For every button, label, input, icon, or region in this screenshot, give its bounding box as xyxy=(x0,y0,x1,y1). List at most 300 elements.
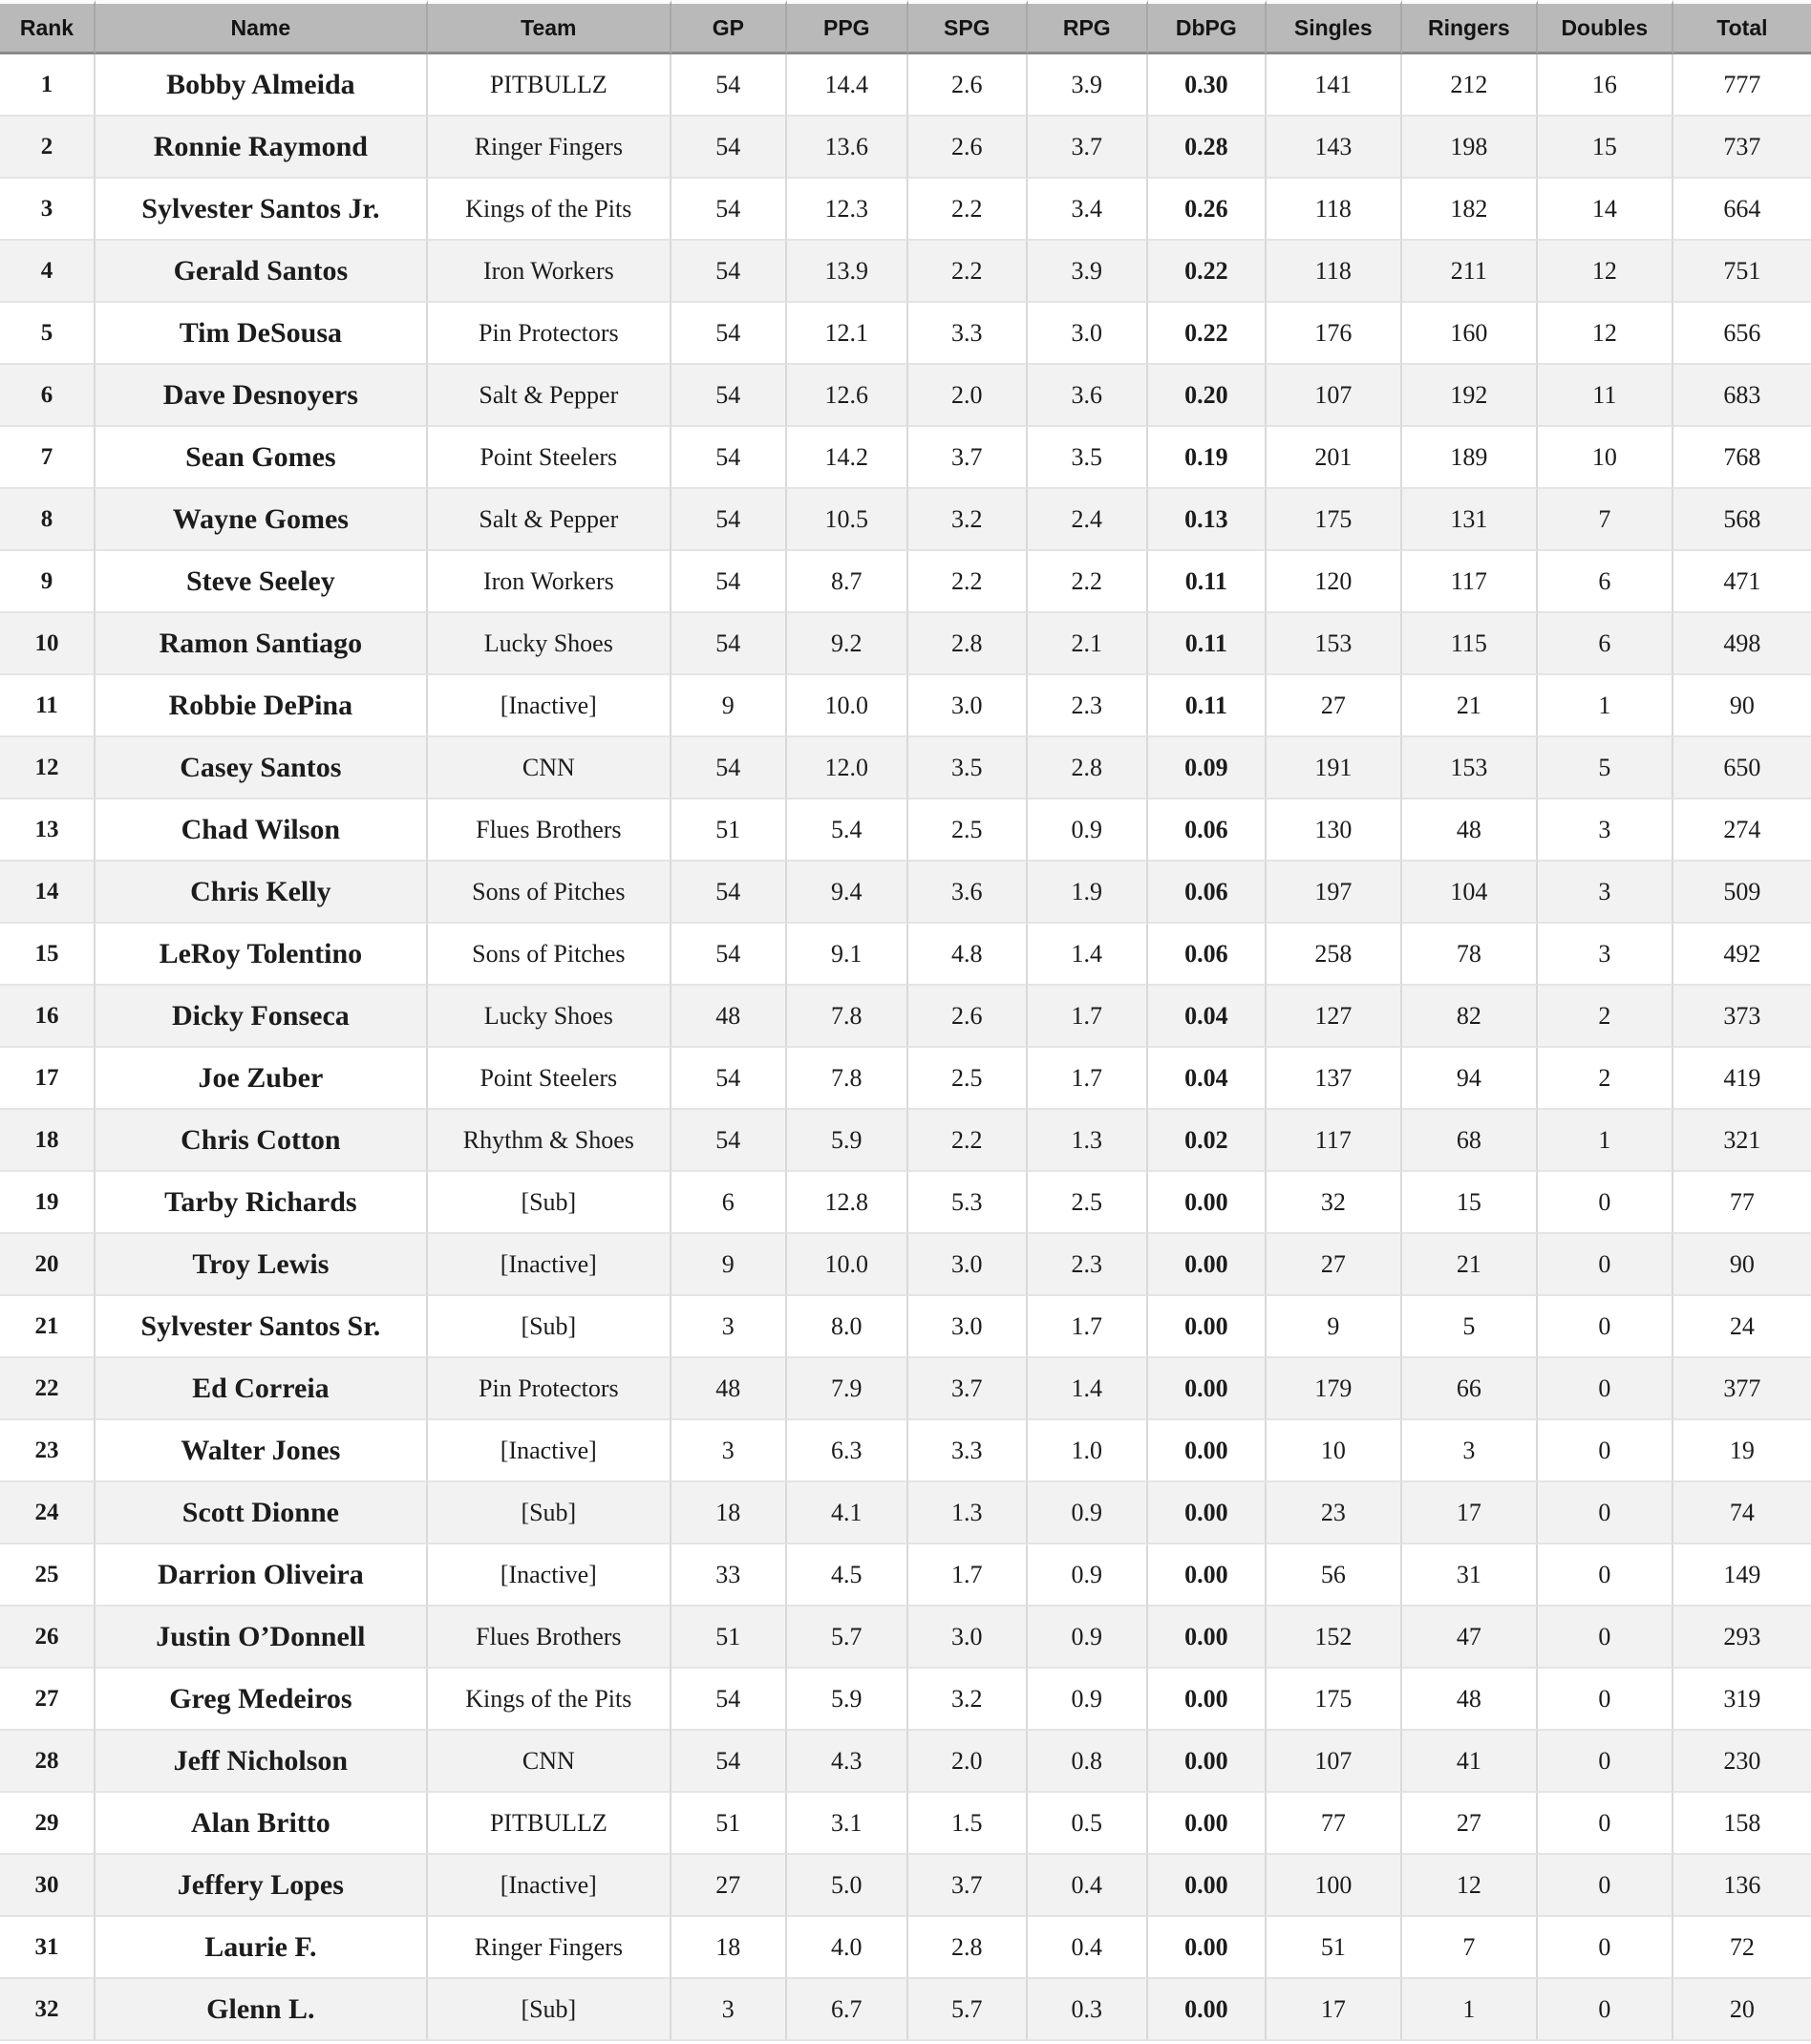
table-row xyxy=(0,1669,1811,1731)
cell-rank: 19 xyxy=(0,1172,96,1234)
cell-singles: 107 xyxy=(1267,365,1402,427)
cell-team: Salt & Pepper xyxy=(428,365,671,427)
cell-team: CNN xyxy=(428,1731,671,1793)
cell-spg: 3.3 xyxy=(908,1420,1028,1482)
table-row xyxy=(0,924,1811,986)
table-row xyxy=(0,986,1811,1048)
cell-doubles: 5 xyxy=(1538,737,1673,799)
cell-name: Robbie DePina xyxy=(96,675,428,737)
cell-name: Wayne Gomes xyxy=(96,489,428,551)
cell-ringers: 192 xyxy=(1402,365,1538,427)
table-row xyxy=(0,737,1811,799)
cell-doubles: 2 xyxy=(1538,986,1673,1048)
cell-ppg: 9.1 xyxy=(787,924,908,986)
cell-gp: 27 xyxy=(671,1855,787,1917)
cell-team: Lucky Shoes xyxy=(428,613,671,675)
cell-name: Troy Lewis xyxy=(96,1234,428,1296)
cell-ppg: 7.9 xyxy=(787,1358,908,1420)
column-header-ringers[interactable]: Ringers xyxy=(1402,0,1538,54)
cell-spg: 2.6 xyxy=(908,117,1028,179)
table-header xyxy=(0,0,1811,54)
cell-gp: 3 xyxy=(671,1296,787,1358)
cell-ppg: 12.8 xyxy=(787,1172,908,1234)
cell-ppg: 3.1 xyxy=(787,1793,908,1855)
cell-ringers: 115 xyxy=(1402,613,1538,675)
cell-name: Laurie F. xyxy=(96,1917,428,1979)
table-row xyxy=(0,1172,1811,1234)
cell-team: [Inactive] xyxy=(428,1855,671,1917)
cell-rank: 5 xyxy=(0,303,96,365)
cell-spg: 2.0 xyxy=(908,365,1028,427)
cell-rpg: 1.4 xyxy=(1028,924,1148,986)
cell-ppg: 4.5 xyxy=(787,1544,908,1607)
cell-dbpg: 0.00 xyxy=(1148,1544,1267,1607)
cell-team: Ringer Fingers xyxy=(428,117,671,179)
cell-team: PITBULLZ xyxy=(428,1793,671,1855)
cell-rpg: 2.2 xyxy=(1028,551,1148,613)
cell-gp: 54 xyxy=(671,613,787,675)
cell-total: 19 xyxy=(1673,1420,1811,1482)
cell-spg: 1.7 xyxy=(908,1544,1028,1607)
cell-dbpg: 0.26 xyxy=(1148,179,1267,241)
cell-spg: 5.7 xyxy=(908,1979,1028,2041)
cell-team: [Inactive] xyxy=(428,675,671,737)
cell-total: 293 xyxy=(1673,1607,1811,1669)
column-header-doubles[interactable]: Doubles xyxy=(1538,0,1673,54)
cell-rpg: 1.0 xyxy=(1028,1420,1148,1482)
cell-dbpg: 0.22 xyxy=(1148,241,1267,303)
cell-singles: 153 xyxy=(1267,613,1402,675)
cell-team: Flues Brothers xyxy=(428,799,671,862)
cell-ppg: 14.4 xyxy=(787,54,908,117)
cell-total: 656 xyxy=(1673,303,1811,365)
cell-dbpg: 0.00 xyxy=(1148,1358,1267,1420)
cell-spg: 3.6 xyxy=(908,862,1028,924)
cell-name: Alan Britto xyxy=(96,1793,428,1855)
cell-total: 90 xyxy=(1673,1234,1811,1296)
cell-gp: 54 xyxy=(671,1110,787,1172)
cell-singles: 107 xyxy=(1267,1731,1402,1793)
cell-singles: 77 xyxy=(1267,1793,1402,1855)
cell-spg: 2.5 xyxy=(908,799,1028,862)
cell-ringers: 66 xyxy=(1402,1358,1538,1420)
table-row xyxy=(0,1544,1811,1607)
cell-gp: 51 xyxy=(671,1793,787,1855)
header-row xyxy=(0,0,1811,54)
cell-spg: 3.0 xyxy=(908,1296,1028,1358)
table-row xyxy=(0,489,1811,551)
column-header-team[interactable]: Team xyxy=(428,0,671,54)
cell-singles: 176 xyxy=(1267,303,1402,365)
cell-gp: 54 xyxy=(671,489,787,551)
cell-doubles: 0 xyxy=(1538,1420,1673,1482)
cell-gp: 51 xyxy=(671,1607,787,1669)
cell-doubles: 12 xyxy=(1538,241,1673,303)
cell-doubles: 12 xyxy=(1538,303,1673,365)
cell-gp: 18 xyxy=(671,1917,787,1979)
column-header-gp[interactable]: GP xyxy=(671,0,787,54)
cell-total: 74 xyxy=(1673,1482,1811,1544)
cell-spg: 2.5 xyxy=(908,1048,1028,1110)
cell-rank: 11 xyxy=(0,675,96,737)
cell-rank: 16 xyxy=(0,986,96,1048)
cell-gp: 6 xyxy=(671,1172,787,1234)
cell-dbpg: 0.00 xyxy=(1148,1234,1267,1296)
cell-ringers: 1 xyxy=(1402,1979,1538,2041)
cell-doubles: 0 xyxy=(1538,1296,1673,1358)
cell-ringers: 94 xyxy=(1402,1048,1538,1110)
cell-gp: 54 xyxy=(671,241,787,303)
table-row xyxy=(0,1917,1811,1979)
cell-ringers: 31 xyxy=(1402,1544,1538,1607)
cell-name: Bobby Almeida xyxy=(96,54,428,117)
cell-name: Jeffery Lopes xyxy=(96,1855,428,1917)
cell-rank: 32 xyxy=(0,1979,96,2041)
cell-ppg: 6.7 xyxy=(787,1979,908,2041)
cell-total: 751 xyxy=(1673,241,1811,303)
cell-rank: 22 xyxy=(0,1358,96,1420)
cell-ppg: 5.4 xyxy=(787,799,908,862)
cell-total: 72 xyxy=(1673,1917,1811,1979)
cell-total: 737 xyxy=(1673,117,1811,179)
cell-ppg: 14.2 xyxy=(787,427,908,489)
cell-ringers: 27 xyxy=(1402,1793,1538,1855)
cell-ppg: 12.1 xyxy=(787,303,908,365)
cell-ppg: 13.6 xyxy=(787,117,908,179)
cell-rank: 6 xyxy=(0,365,96,427)
cell-rpg: 3.7 xyxy=(1028,117,1148,179)
cell-rank: 2 xyxy=(0,117,96,179)
cell-name: Ed Correia xyxy=(96,1358,428,1420)
cell-doubles: 2 xyxy=(1538,1048,1673,1110)
cell-team: Iron Workers xyxy=(428,241,671,303)
cell-team: Kings of the Pits xyxy=(428,179,671,241)
cell-name: Ramon Santiago xyxy=(96,613,428,675)
cell-gp: 48 xyxy=(671,1358,787,1420)
cell-doubles: 0 xyxy=(1538,1793,1673,1855)
cell-ppg: 9.4 xyxy=(787,862,908,924)
cell-spg: 2.6 xyxy=(908,986,1028,1048)
cell-dbpg: 0.06 xyxy=(1148,799,1267,862)
cell-total: 492 xyxy=(1673,924,1811,986)
cell-ringers: 182 xyxy=(1402,179,1538,241)
column-header-total[interactable]: Total xyxy=(1673,0,1811,54)
cell-spg: 2.8 xyxy=(908,613,1028,675)
cell-rpg: 0.9 xyxy=(1028,1669,1148,1731)
cell-ringers: 68 xyxy=(1402,1110,1538,1172)
cell-total: 683 xyxy=(1673,365,1811,427)
table-row xyxy=(0,675,1811,737)
cell-singles: 141 xyxy=(1267,54,1402,117)
cell-gp: 54 xyxy=(671,551,787,613)
cell-ppg: 7.8 xyxy=(787,986,908,1048)
cell-ppg: 13.9 xyxy=(787,241,908,303)
cell-ppg: 10.0 xyxy=(787,1234,908,1296)
cell-ringers: 17 xyxy=(1402,1482,1538,1544)
cell-singles: 137 xyxy=(1267,1048,1402,1110)
cell-rank: 14 xyxy=(0,862,96,924)
table-row xyxy=(0,1979,1811,2041)
cell-rpg: 0.9 xyxy=(1028,1607,1148,1669)
cell-name: Dave Desnoyers xyxy=(96,365,428,427)
cell-singles: 127 xyxy=(1267,986,1402,1048)
cell-name: Chad Wilson xyxy=(96,799,428,862)
table-row xyxy=(0,799,1811,862)
cell-singles: 17 xyxy=(1267,1979,1402,2041)
table-row xyxy=(0,1607,1811,1669)
cell-singles: 143 xyxy=(1267,117,1402,179)
cell-team: PITBULLZ xyxy=(428,54,671,117)
cell-singles: 197 xyxy=(1267,862,1402,924)
cell-spg: 3.0 xyxy=(908,1607,1028,1669)
cell-total: 20 xyxy=(1673,1979,1811,2041)
table-row xyxy=(0,303,1811,365)
cell-singles: 27 xyxy=(1267,1234,1402,1296)
cell-gp: 54 xyxy=(671,1731,787,1793)
cell-gp: 54 xyxy=(671,427,787,489)
cell-doubles: 14 xyxy=(1538,179,1673,241)
cell-spg: 3.3 xyxy=(908,303,1028,365)
cell-dbpg: 0.00 xyxy=(1148,1669,1267,1731)
cell-singles: 23 xyxy=(1267,1482,1402,1544)
cell-team: [Inactive] xyxy=(428,1234,671,1296)
column-header-dbpg[interactable]: DbPG xyxy=(1148,0,1267,54)
cell-total: 777 xyxy=(1673,54,1811,117)
cell-ringers: 12 xyxy=(1402,1855,1538,1917)
cell-doubles: 0 xyxy=(1538,1482,1673,1544)
cell-ringers: 198 xyxy=(1402,117,1538,179)
cell-doubles: 3 xyxy=(1538,924,1673,986)
cell-name: Glenn L. xyxy=(96,1979,428,2041)
cell-ringers: 153 xyxy=(1402,737,1538,799)
cell-spg: 2.0 xyxy=(908,1731,1028,1793)
cell-name: Chris Kelly xyxy=(96,862,428,924)
cell-ppg: 4.0 xyxy=(787,1917,908,1979)
cell-rpg: 1.7 xyxy=(1028,986,1148,1048)
cell-rpg: 1.4 xyxy=(1028,1358,1148,1420)
cell-rpg: 1.7 xyxy=(1028,1296,1148,1358)
cell-team: Iron Workers xyxy=(428,551,671,613)
cell-rpg: 0.9 xyxy=(1028,1544,1148,1607)
cell-total: 77 xyxy=(1673,1172,1811,1234)
cell-singles: 117 xyxy=(1267,1110,1402,1172)
cell-dbpg: 0.04 xyxy=(1148,986,1267,1048)
cell-total: 768 xyxy=(1673,427,1811,489)
cell-name: Gerald Santos xyxy=(96,241,428,303)
cell-rpg: 0.3 xyxy=(1028,1979,1148,2041)
cell-rpg: 2.4 xyxy=(1028,489,1148,551)
cell-dbpg: 0.00 xyxy=(1148,1420,1267,1482)
cell-total: 568 xyxy=(1673,489,1811,551)
table-row xyxy=(0,1048,1811,1110)
cell-spg: 2.2 xyxy=(908,1110,1028,1172)
cell-rpg: 1.7 xyxy=(1028,1048,1148,1110)
cell-rpg: 0.8 xyxy=(1028,1731,1148,1793)
cell-ppg: 9.2 xyxy=(787,613,908,675)
cell-rank: 27 xyxy=(0,1669,96,1731)
column-header-ppg[interactable]: PPG xyxy=(787,0,908,54)
cell-spg: 5.3 xyxy=(908,1172,1028,1234)
column-header-rpg[interactable]: RPG xyxy=(1028,0,1148,54)
cell-team: [Sub] xyxy=(428,1172,671,1234)
cell-rank: 21 xyxy=(0,1296,96,1358)
cell-name: Jeff Nicholson xyxy=(96,1731,428,1793)
cell-spg: 2.8 xyxy=(908,1917,1028,1979)
cell-rank: 15 xyxy=(0,924,96,986)
cell-singles: 258 xyxy=(1267,924,1402,986)
cell-rank: 23 xyxy=(0,1420,96,1482)
cell-spg: 3.7 xyxy=(908,1358,1028,1420)
cell-name: Scott Dionne xyxy=(96,1482,428,1544)
cell-singles: 27 xyxy=(1267,675,1402,737)
cell-spg: 3.7 xyxy=(908,427,1028,489)
cell-ringers: 212 xyxy=(1402,54,1538,117)
cell-name: Dicky Fonseca xyxy=(96,986,428,1048)
cell-gp: 54 xyxy=(671,862,787,924)
cell-spg: 2.2 xyxy=(908,179,1028,241)
column-header-rank[interactable]: Rank xyxy=(0,0,96,54)
cell-total: 149 xyxy=(1673,1544,1811,1607)
cell-ppg: 5.0 xyxy=(787,1855,908,1917)
column-header-singles[interactable]: Singles xyxy=(1267,0,1402,54)
cell-singles: 120 xyxy=(1267,551,1402,613)
cell-rpg: 3.4 xyxy=(1028,179,1148,241)
cell-rpg: 0.4 xyxy=(1028,1917,1148,1979)
cell-ringers: 189 xyxy=(1402,427,1538,489)
cell-rpg: 3.9 xyxy=(1028,54,1148,117)
table-row xyxy=(0,862,1811,924)
cell-team: Lucky Shoes xyxy=(428,986,671,1048)
cell-ppg: 5.9 xyxy=(787,1110,908,1172)
cell-ppg: 7.8 xyxy=(787,1048,908,1110)
cell-rpg: 3.5 xyxy=(1028,427,1148,489)
cell-dbpg: 0.06 xyxy=(1148,924,1267,986)
cell-singles: 191 xyxy=(1267,737,1402,799)
cell-gp: 9 xyxy=(671,1234,787,1296)
cell-singles: 10 xyxy=(1267,1420,1402,1482)
table-body xyxy=(0,54,1811,2041)
cell-gp: 18 xyxy=(671,1482,787,1544)
cell-ringers: 41 xyxy=(1402,1731,1538,1793)
cell-gp: 54 xyxy=(671,303,787,365)
cell-ppg: 10.0 xyxy=(787,675,908,737)
cell-total: 274 xyxy=(1673,799,1811,862)
cell-name: Sean Gomes xyxy=(96,427,428,489)
cell-ringers: 15 xyxy=(1402,1172,1538,1234)
table-row xyxy=(0,1296,1811,1358)
cell-rank: 12 xyxy=(0,737,96,799)
cell-rank: 18 xyxy=(0,1110,96,1172)
cell-rank: 4 xyxy=(0,241,96,303)
cell-doubles: 6 xyxy=(1538,551,1673,613)
cell-rpg: 2.1 xyxy=(1028,613,1148,675)
cell-rpg: 0.4 xyxy=(1028,1855,1148,1917)
cell-gp: 51 xyxy=(671,799,787,862)
cell-rank: 7 xyxy=(0,427,96,489)
cell-dbpg: 0.09 xyxy=(1148,737,1267,799)
column-header-spg[interactable]: SPG xyxy=(908,0,1028,54)
cell-gp: 9 xyxy=(671,675,787,737)
cell-singles: 51 xyxy=(1267,1917,1402,1979)
cell-singles: 152 xyxy=(1267,1607,1402,1669)
cell-rpg: 0.9 xyxy=(1028,799,1148,862)
cell-team: Point Steelers xyxy=(428,1048,671,1110)
cell-dbpg: 0.00 xyxy=(1148,1482,1267,1544)
cell-total: 509 xyxy=(1673,862,1811,924)
cell-rpg: 1.9 xyxy=(1028,862,1148,924)
cell-team: Sons of Pitches xyxy=(428,862,671,924)
cell-doubles: 0 xyxy=(1538,1917,1673,1979)
cell-team: Kings of the Pits xyxy=(428,1669,671,1731)
cell-total: 650 xyxy=(1673,737,1811,799)
cell-spg: 1.3 xyxy=(908,1482,1028,1544)
cell-name: Sylvester Santos Jr. xyxy=(96,179,428,241)
column-header-name[interactable]: Name xyxy=(96,0,428,54)
cell-rpg: 2.3 xyxy=(1028,675,1148,737)
cell-ppg: 5.7 xyxy=(787,1607,908,1669)
cell-gp: 54 xyxy=(671,179,787,241)
cell-name: LeRoy Tolentino xyxy=(96,924,428,986)
cell-name: Ronnie Raymond xyxy=(96,117,428,179)
cell-team: Point Steelers xyxy=(428,427,671,489)
cell-ringers: 78 xyxy=(1402,924,1538,986)
table-row xyxy=(0,241,1811,303)
cell-gp: 54 xyxy=(671,54,787,117)
cell-ringers: 160 xyxy=(1402,303,1538,365)
cell-doubles: 3 xyxy=(1538,799,1673,862)
cell-rank: 28 xyxy=(0,1731,96,1793)
cell-dbpg: 0.00 xyxy=(1148,1172,1267,1234)
cell-total: 319 xyxy=(1673,1669,1811,1731)
cell-doubles: 0 xyxy=(1538,1669,1673,1731)
table-row xyxy=(0,1358,1811,1420)
cell-doubles: 0 xyxy=(1538,1234,1673,1296)
cell-ppg: 6.3 xyxy=(787,1420,908,1482)
cell-total: 373 xyxy=(1673,986,1811,1048)
cell-rank: 29 xyxy=(0,1793,96,1855)
cell-rpg: 1.3 xyxy=(1028,1110,1148,1172)
cell-rank: 10 xyxy=(0,613,96,675)
cell-rank: 31 xyxy=(0,1917,96,1979)
cell-rpg: 2.5 xyxy=(1028,1172,1148,1234)
cell-doubles: 16 xyxy=(1538,54,1673,117)
cell-name: Justin O’Donnell xyxy=(96,1607,428,1669)
cell-dbpg: 0.19 xyxy=(1148,427,1267,489)
cell-rpg: 2.8 xyxy=(1028,737,1148,799)
cell-name: Casey Santos xyxy=(96,737,428,799)
cell-rank: 1 xyxy=(0,54,96,117)
cell-singles: 201 xyxy=(1267,427,1402,489)
cell-dbpg: 0.11 xyxy=(1148,551,1267,613)
cell-doubles: 3 xyxy=(1538,862,1673,924)
cell-singles: 130 xyxy=(1267,799,1402,862)
cell-doubles: 11 xyxy=(1538,365,1673,427)
cell-doubles: 0 xyxy=(1538,1855,1673,1917)
cell-ppg: 8.7 xyxy=(787,551,908,613)
cell-spg: 3.5 xyxy=(908,737,1028,799)
cell-dbpg: 0.11 xyxy=(1148,675,1267,737)
cell-rank: 20 xyxy=(0,1234,96,1296)
cell-ppg: 4.3 xyxy=(787,1731,908,1793)
cell-team: Sons of Pitches xyxy=(428,924,671,986)
cell-team: Rhythm & Shoes xyxy=(428,1110,671,1172)
table-row xyxy=(0,117,1811,179)
cell-doubles: 0 xyxy=(1538,1731,1673,1793)
cell-name: Sylvester Santos Sr. xyxy=(96,1296,428,1358)
cell-total: 471 xyxy=(1673,551,1811,613)
cell-total: 24 xyxy=(1673,1296,1811,1358)
cell-team: [Sub] xyxy=(428,1482,671,1544)
